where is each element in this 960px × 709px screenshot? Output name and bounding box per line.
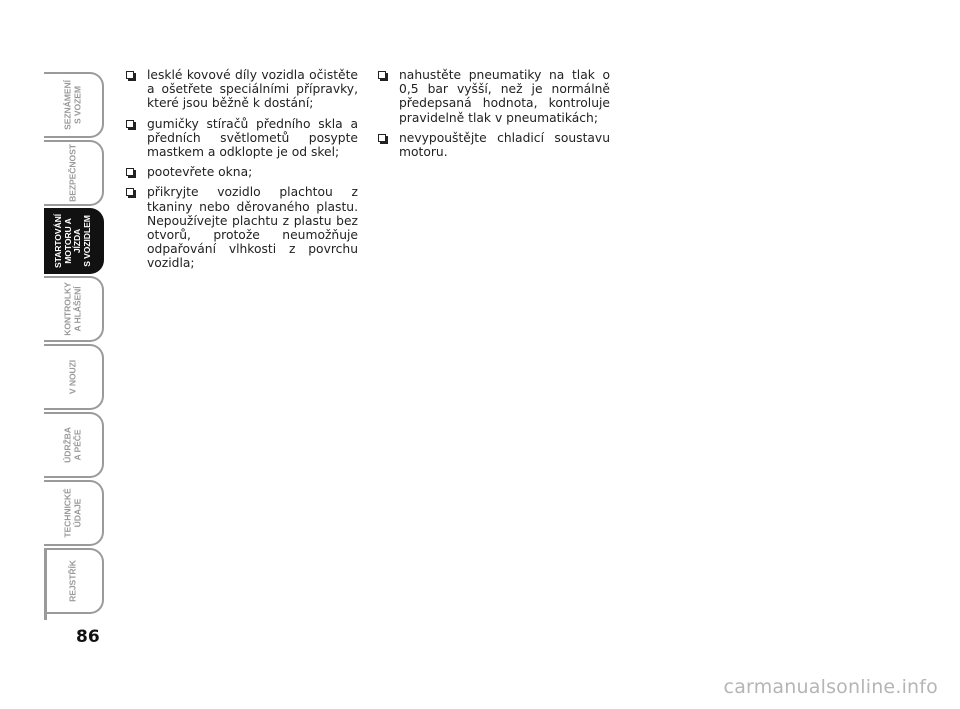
tab-technicke-udaje[interactable] (44, 480, 104, 546)
checkbox-bullet-icon (126, 120, 134, 128)
list-item (126, 117, 358, 160)
checkbox-bullet-icon (126, 168, 134, 176)
tab-bezpecnost[interactable] (44, 140, 104, 206)
list-item (378, 68, 610, 125)
list-item (126, 68, 358, 111)
tab-label: STARTOVÁNÍ MOTORU A JÍZDA S VOZIDLEM (53, 213, 92, 269)
tab-label: KONTROLKY A HLÁŠENÍ (62, 282, 82, 336)
tab-label: SEZNÁMENÍ S VOZEM (62, 80, 82, 130)
checkbox-bullet-icon (378, 71, 386, 79)
checkbox-bullet-icon (126, 188, 134, 196)
watermark: carmanualsonline.info (723, 676, 938, 698)
page-number: 86 (76, 627, 100, 647)
tab-seznameni[interactable] (44, 72, 104, 138)
list-item-text: lesklé kovové díly vozidla očistěte a ošetřete speciálními přípravky, které jsou běžně k dostání; (147, 68, 358, 111)
list-item-text: přikryjte vozidlo plachtou z tkaniny nebo děrovaného plastu. Nepoužívejte plachtu z plastu bez otvorů, protože neumožňuje odpařování vlhkosti z povrchu vozidla; (147, 185, 358, 271)
checkbox-bullet-icon (126, 71, 134, 79)
right-column (378, 68, 610, 165)
tab-kontrolky[interactable] (44, 276, 104, 342)
tab-label: V NOUZI (67, 359, 78, 395)
list-item-text: nahustěte pneumatiky na tlak o 0,5 bar vyšší, než je normálně předepsaná hodnota, kontroluje pravidelně tlak v pneumatikách; (399, 68, 610, 125)
tab-v-nouzi[interactable] (44, 344, 104, 410)
list-item (378, 131, 610, 159)
tab-edge-line (44, 548, 47, 620)
tab-label: ÚDRŽBA A PÉČE (62, 427, 82, 463)
tab-startovani[interactable] (44, 208, 104, 274)
tab-label: TECHNICKÉ ÚDAJE (62, 488, 82, 538)
checkbox-bullet-icon (378, 134, 386, 142)
tab-label: REJSTŘÍK (67, 560, 78, 602)
list-item (126, 185, 358, 270)
list-item-text: gumičky stíračů předního skla a předních světlometů posypte mastkem a odklopte je od skel; (147, 116, 358, 160)
tab-udrzba[interactable] (44, 412, 104, 478)
list-item-text: pootevřete okna; (147, 165, 253, 180)
tab-label: BEZPEČNOST (67, 144, 78, 202)
list-item-text: nevypouštějte chladicí soustavu motoru. (399, 130, 610, 160)
tab-rejstrik[interactable] (44, 548, 104, 614)
list-item (126, 165, 358, 179)
left-column (126, 68, 358, 277)
